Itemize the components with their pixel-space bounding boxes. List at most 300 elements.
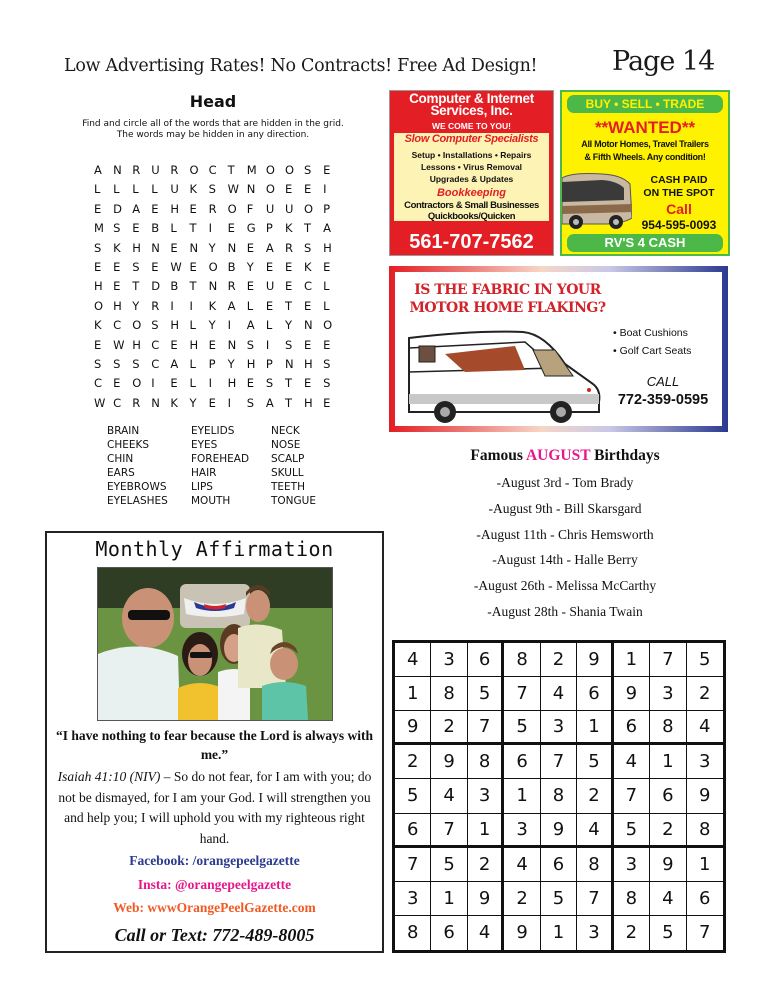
word-search-letter[interactable]: H	[189, 337, 199, 352]
sudoku-cell[interactable]: 7	[395, 848, 431, 882]
word-search-letter[interactable]: S	[208, 182, 216, 197]
sudoku-cell[interactable]: 7	[614, 779, 650, 813]
word-search-letter[interactable]: G	[246, 221, 256, 236]
word-search-letter[interactable]: P	[265, 356, 273, 371]
word-search-letter[interactable]: H	[304, 395, 313, 410]
word-search-letter[interactable]: H	[246, 356, 256, 371]
ad-phone[interactable]: 561-707-7562	[409, 231, 534, 253]
sudoku-cell[interactable]: 2	[614, 916, 650, 950]
software-line: Quickbooks/Quicken	[427, 211, 516, 222]
sudoku-cell[interactable]: 9	[431, 745, 467, 779]
word-search-letter[interactable]: T	[304, 221, 312, 236]
word-search-letter[interactable]: E	[113, 279, 121, 294]
word-search-letter[interactable]: N	[284, 356, 294, 371]
word-search-letter[interactable]: W	[94, 395, 106, 410]
word-search-letter[interactable]: E	[94, 259, 102, 274]
word-search-letter[interactable]: H	[113, 298, 122, 313]
sudoku-cell[interactable]: 4	[577, 814, 613, 848]
word-search-letter[interactable]: N	[208, 279, 218, 294]
ad-company-name	[390, 93, 553, 117]
word-search-letter[interactable]: E	[323, 395, 331, 410]
sudoku-cell[interactable]: 7	[699, 922, 711, 944]
word-search-letter[interactable]: T	[132, 279, 140, 294]
word-search-letter[interactable]: A	[132, 201, 141, 216]
word-search-letter[interactable]: C	[113, 318, 122, 333]
word-search-letter[interactable]: N	[189, 240, 199, 255]
word-search-letter[interactable]: I	[151, 376, 155, 391]
sudoku-cell[interactable]: 4	[395, 643, 431, 677]
word-search-letter[interactable]: E	[284, 279, 293, 294]
word-search-letter[interactable]: O	[265, 182, 275, 197]
cash-line: CASH PAID	[650, 174, 708, 186]
word-search-letter[interactable]: E	[208, 395, 216, 410]
sudoku-cell[interactable]: 6	[577, 677, 613, 711]
word-search-letter[interactable]: C	[113, 395, 122, 410]
birthday-item: -August 9th - Bill Skarsgard	[488, 500, 642, 516]
word-search-letter[interactable]: L	[189, 376, 196, 391]
word-search-letter[interactable]: U	[265, 201, 275, 216]
sudoku-cell[interactable]: 3	[431, 643, 467, 677]
sudoku-cell[interactable]: 6	[504, 745, 540, 779]
word-search-letter[interactable]: E	[170, 337, 178, 352]
sudoku-cell[interactable]: 9	[687, 779, 723, 813]
word-search-letter[interactable]: O	[227, 201, 237, 216]
word-search-letter[interactable]: E	[208, 337, 216, 352]
rvs-4-cash-banner: RV'S 4 CASH	[567, 234, 723, 252]
word-search-letter[interactable]: E	[265, 298, 274, 313]
sudoku-cell[interactable]: 7	[431, 814, 467, 848]
call-or-text-phone[interactable]: Call or Text: 772-489-8005	[114, 925, 315, 945]
word-search-letter[interactable]: Y	[227, 356, 235, 371]
word-search-letter[interactable]: P	[265, 221, 273, 236]
word-search-letter[interactable]: E	[265, 259, 274, 274]
ad-rv-wanted[interactable]	[560, 90, 730, 256]
word-search-letter[interactable]: H	[304, 356, 313, 371]
motorhome-bus-icon	[562, 170, 632, 230]
sudoku-cell[interactable]: 9	[395, 711, 431, 745]
word-search-letter[interactable]: S	[284, 337, 293, 352]
sudoku-cell[interactable]: 3	[395, 882, 431, 916]
sudoku-grid	[392, 640, 726, 953]
wanted-description	[562, 138, 728, 164]
cash-paid-text	[630, 174, 728, 200]
sudoku-cell[interactable]: 8	[687, 814, 723, 848]
word-search-letter[interactable]: U	[151, 163, 160, 177]
word-search-letter[interactable]: I	[189, 298, 193, 313]
word-search-letter[interactable]: E	[170, 376, 178, 391]
sudoku-cell[interactable]: 2	[541, 643, 577, 677]
word-list-item: SCALP	[271, 453, 305, 465]
word-search-letter[interactable]: A	[94, 163, 102, 177]
word-search-letter[interactable]: E	[151, 201, 159, 216]
word-search-letter[interactable]: S	[246, 395, 255, 410]
word-search-letter[interactable]: S	[304, 163, 312, 177]
word-search-letter[interactable]: H	[170, 201, 180, 216]
word-search-letter[interactable]: T	[189, 279, 197, 294]
word-search-letter[interactable]: L	[323, 279, 330, 294]
word-search-letter[interactable]: E	[323, 163, 331, 177]
birthday-item: -August 14th - Halle Berry	[492, 552, 638, 568]
sudoku-cell[interactable]: 2	[650, 814, 686, 848]
sudoku-cell[interactable]: 3	[614, 848, 650, 882]
word-search-letter[interactable]: Y	[208, 318, 216, 333]
word-search-letter[interactable]: A	[265, 395, 274, 410]
word-search-letter[interactable]: Y	[208, 240, 216, 255]
sudoku-cell[interactable]: 4	[431, 779, 467, 813]
word-search-letter[interactable]: R	[151, 298, 160, 313]
word-search-letter[interactable]: D	[113, 201, 122, 216]
word-search-letter[interactable]: B	[151, 221, 160, 236]
ad-tagline: WE COME TO YOU!	[431, 121, 512, 131]
sudoku-cell[interactable]: 2	[504, 882, 540, 916]
word-search-letter[interactable]: O	[132, 376, 142, 391]
sudoku-cell[interactable]: 1	[395, 677, 431, 711]
word-search-letter[interactable]: S	[323, 376, 331, 391]
word-search-letter[interactable]: A	[323, 221, 331, 236]
word-search-letter[interactable]: E	[151, 259, 159, 274]
sudoku-cell[interactable]: 8	[431, 677, 467, 711]
word-search-letter[interactable]: E	[304, 182, 312, 197]
birthdays-list	[420, 473, 710, 628]
word-search-letter[interactable]: A	[265, 240, 274, 255]
word-search-letter[interactable]: C	[94, 376, 103, 391]
word-search-title: Head	[189, 92, 237, 111]
word-list-item: EARS	[107, 467, 135, 479]
word-search-letter[interactable]: E	[323, 337, 331, 352]
word-search-letter[interactable]: O	[265, 163, 275, 177]
word-search-letter[interactable]: E	[189, 201, 197, 216]
word-search-letter[interactable]: A	[246, 318, 255, 333]
word-search-letter[interactable]: R	[132, 395, 141, 410]
sudoku-cell[interactable]: 9	[577, 643, 613, 677]
word-list-item: CHEEKS	[107, 439, 150, 451]
birthday-item: -August 28th - Shania Twain	[487, 603, 643, 619]
word-search-letter[interactable]: L	[132, 182, 139, 197]
word-search-letter[interactable]: D	[151, 279, 161, 294]
word-search-letter[interactable]: E	[246, 279, 255, 294]
word-search-letter[interactable]: S	[304, 240, 312, 255]
sudoku-cell[interactable]: 6	[541, 848, 577, 882]
sudoku-cell[interactable]: 6	[650, 779, 686, 813]
word-search-letter[interactable]: A	[227, 298, 236, 313]
word-search-letter[interactable]: Y	[284, 318, 292, 333]
sudoku-cell[interactable]: 6	[395, 814, 431, 848]
word-search-letter[interactable]: M	[94, 221, 104, 236]
ad-computer-services[interactable]	[389, 90, 554, 256]
word-search-letter[interactable]: N	[304, 318, 313, 333]
sudoku-cell[interactable]: 7	[541, 745, 577, 779]
sudoku-cell[interactable]: 5	[504, 711, 540, 745]
word-search-letter[interactable]: H	[227, 376, 237, 391]
word-search-letter[interactable]: Y	[189, 395, 197, 410]
sudoku-cell[interactable]: 7	[577, 882, 613, 916]
sudoku-cell[interactable]: 7	[650, 643, 686, 677]
word-search-letter[interactable]: O	[208, 259, 218, 274]
word-search-letter[interactable]: W	[170, 259, 182, 274]
word-search-letter[interactable]: S	[113, 221, 121, 236]
word-search-letter[interactable]: R	[227, 279, 236, 294]
word-search-letter[interactable]: E	[246, 376, 255, 391]
word-search-letter[interactable]: I	[170, 298, 174, 313]
affirmation-quote: “I have nothing to fear because the Lord is always with me.”	[55, 728, 373, 762]
word-search-letter[interactable]: L	[170, 221, 177, 236]
word-list-item: SKULL	[271, 467, 304, 479]
word-search-letter[interactable]: U	[170, 182, 179, 197]
word-search-letter[interactable]: O	[94, 298, 104, 313]
word-search-letter[interactable]: L	[94, 182, 101, 197]
sudoku-cell[interactable]: 8	[577, 848, 613, 882]
word-search-letter[interactable]: S	[94, 240, 102, 255]
sudoku-cell[interactable]: 9	[614, 677, 650, 711]
word-search-letter[interactable]: L	[246, 298, 254, 313]
word-search-letter[interactable]: I	[208, 376, 212, 391]
word-search-letter[interactable]: E	[170, 240, 178, 255]
word-search-letter[interactable]: O	[284, 163, 294, 177]
sudoku-cell[interactable]: 7	[504, 677, 540, 711]
word-search-letter[interactable]: K	[189, 182, 198, 197]
sudoku-cell[interactable]: 6	[468, 643, 504, 677]
word-search-letter[interactable]: K	[208, 298, 217, 313]
word-search-letter[interactable]: I	[323, 182, 327, 197]
sudoku-cell[interactable]: 3	[577, 916, 613, 950]
birthdays-title	[420, 447, 710, 465]
word-search-letter[interactable]: L	[189, 356, 196, 371]
word-search-letter[interactable]: N	[227, 240, 237, 255]
word-search-letter[interactable]: E	[94, 337, 102, 352]
sudoku-cell[interactable]: 5	[541, 882, 577, 916]
word-list-item: NOSE	[271, 439, 301, 451]
headline-line: IS THE FABRIC IN YOUR	[414, 282, 601, 298]
sudoku-cell[interactable]: 4	[504, 848, 540, 882]
affirmation-verse	[51, 767, 378, 849]
facebook-link[interactable]: Facebook: /orangepeelgazette	[129, 853, 300, 868]
word-search-letter[interactable]: S	[94, 356, 102, 371]
sudoku-cell[interactable]: 3	[650, 677, 686, 711]
word-search-letter[interactable]: S	[246, 337, 255, 352]
word-search-letter[interactable]: U	[284, 201, 294, 216]
word-list-item: EYELASHES	[107, 495, 168, 507]
sudoku-cell[interactable]: 2	[395, 745, 431, 779]
word-search-letter[interactable]: I	[227, 395, 232, 410]
sudoku-cell[interactable]: 3	[468, 779, 504, 813]
photo-illustration	[98, 568, 332, 720]
word-search-letter[interactable]: Y	[132, 298, 140, 313]
sudoku-cell[interactable]: 2	[431, 711, 467, 745]
word-search-letter[interactable]: P	[323, 201, 331, 216]
word-search-letter[interactable]: N	[227, 337, 237, 352]
sudoku-cell[interactable]: 6	[431, 916, 467, 950]
word-search-letter[interactable]: R	[284, 240, 293, 255]
word-search-letter[interactable]: L	[265, 318, 273, 333]
word-search-letter[interactable]: I	[227, 318, 232, 333]
sudoku-cell[interactable]: 5	[468, 677, 504, 711]
word-search-letter[interactable]: T	[189, 221, 197, 236]
instagram-link[interactable]: Insta: @orangepeelgazette	[137, 877, 292, 892]
word-search-letter[interactable]: K	[170, 395, 178, 410]
word-search-letter[interactable]: E	[113, 376, 121, 391]
ad-services-list	[394, 149, 549, 185]
sudoku-cell[interactable]: 5	[431, 848, 467, 882]
company-name-line: Computer & Internet	[409, 91, 534, 106]
word-search-letter[interactable]: R	[170, 163, 179, 177]
ad-clients	[394, 200, 549, 222]
sudoku-cell[interactable]: 1	[468, 814, 504, 848]
sudoku-cell[interactable]: 1	[614, 643, 650, 677]
birthday-item: -August 3rd - Tom Brady	[496, 475, 634, 490]
sudoku-cell[interactable]: 3	[687, 745, 723, 779]
word-search-letter[interactable]: C	[151, 356, 160, 371]
word-search-letter[interactable]: E	[246, 240, 255, 255]
headline-line: MOTOR HOME FLAKING?	[409, 300, 606, 316]
sudoku-cell[interactable]: 2	[468, 848, 504, 882]
word-search-letter[interactable]: H	[132, 240, 141, 255]
word-search-letter[interactable]: B	[227, 259, 236, 274]
title-accent: AUGUST	[525, 447, 591, 464]
sudoku-cell[interactable]: 5	[650, 916, 686, 950]
word-search-letter[interactable]: E	[94, 201, 102, 216]
sudoku-cell[interactable]: 4	[541, 677, 577, 711]
word-search-letter[interactable]: K	[284, 221, 293, 236]
word-list-item: EYELIDS	[191, 425, 235, 437]
word-search-letter[interactable]: O	[189, 163, 199, 177]
word-search-letter[interactable]: A	[170, 356, 179, 371]
description-line: & Fifth Wheels. Any condition!	[584, 152, 706, 162]
word-search-letter[interactable]: R	[208, 201, 217, 216]
ad-phone[interactable]: 772-359-0595	[617, 392, 709, 408]
word-search-letter[interactable]: T	[284, 298, 292, 313]
word-search-letter[interactable]: E	[304, 376, 312, 391]
sudoku-cell[interactable]: 1	[541, 916, 577, 950]
word-search-letter[interactable]: M	[246, 163, 257, 177]
word-search-letter[interactable]: K	[94, 318, 102, 333]
sudoku-cell[interactable]: 4	[468, 916, 504, 950]
sudoku-cell[interactable]: 8	[395, 916, 431, 950]
word-search-letter[interactable]: S	[265, 376, 274, 391]
word-search-letter[interactable]: S	[132, 356, 140, 371]
sudoku-cell[interactable]: 5	[687, 643, 723, 677]
word-search-letter[interactable]: S	[323, 356, 331, 371]
word-search-letter[interactable]: R	[132, 163, 141, 177]
sudoku-cell[interactable]: 1	[650, 745, 686, 779]
word-search-letter[interactable]: L	[323, 298, 330, 313]
word-search-letter[interactable]: S	[113, 356, 121, 371]
sudoku-cell[interactable]: 4	[687, 711, 723, 745]
word-search-letter[interactable]: E	[189, 259, 197, 274]
word-search-letter[interactable]: E	[227, 221, 235, 236]
word-search-letter[interactable]: C	[304, 279, 313, 294]
word-search-letter[interactable]: C	[208, 163, 217, 177]
word-search-letter[interactable]: E	[304, 298, 312, 313]
word-search-letter[interactable]: H	[323, 240, 332, 255]
sudoku-cell[interactable]: 4	[614, 745, 650, 779]
word-search-letter[interactable]: H	[170, 318, 180, 333]
word-search-letter[interactable]: F	[246, 201, 254, 216]
word-search-letter[interactable]: L	[113, 182, 120, 197]
word-list-item: FOREHEAD	[191, 453, 250, 465]
word-search-letter[interactable]: S	[151, 318, 159, 333]
sudoku-cell[interactable]: 5	[614, 814, 650, 848]
motorhome-illustration-icon	[405, 324, 605, 424]
sudoku-cell[interactable]: 2	[577, 779, 613, 813]
word-search-letter[interactable]: T	[284, 395, 292, 410]
sudoku-cell[interactable]: 5	[577, 745, 613, 779]
sudoku-cell[interactable]: 9	[504, 916, 540, 950]
sudoku-cell[interactable]: 6	[687, 882, 723, 916]
word-search-letter[interactable]: H	[132, 337, 141, 352]
word-search-letter[interactable]: C	[151, 337, 160, 352]
word-search-letter[interactable]: E	[284, 182, 293, 197]
title-suffix: Birthdays	[590, 447, 660, 464]
word-search-letter[interactable]: O	[304, 201, 314, 216]
word-search-letter[interactable]: I	[208, 221, 212, 236]
word-search-letter[interactable]: O	[323, 318, 333, 333]
sudoku-cell[interactable]: 1	[577, 711, 613, 745]
word-search-letter[interactable]: N	[151, 240, 160, 255]
sudoku-cell[interactable]: 1	[504, 779, 540, 813]
ad-phone[interactable]: 954-595-0093	[641, 218, 717, 232]
word-search-letter[interactable]: E	[113, 259, 121, 274]
sudoku-cell[interactable]: 3	[541, 711, 577, 745]
word-search-letter[interactable]: L	[189, 318, 196, 333]
word-search-letter[interactable]: L	[151, 182, 158, 197]
word-search-letter[interactable]: S	[132, 259, 140, 274]
sudoku-cell[interactable]: 1	[687, 848, 723, 882]
sudoku-cell[interactable]: 8	[468, 745, 504, 779]
word-search-letter[interactable]: U	[265, 279, 275, 294]
word-list-item: NECK	[271, 425, 300, 437]
sudoku-cell[interactable]: 2	[687, 677, 723, 711]
word-search-letter[interactable]: E	[132, 221, 140, 236]
word-search-letter[interactable]: B	[170, 279, 179, 294]
word-search-letter[interactable]: W	[227, 182, 240, 197]
word-search-letter[interactable]: K	[304, 259, 312, 274]
word-search-letter[interactable]: N	[113, 163, 122, 177]
sudoku-cell[interactable]: 4	[650, 882, 686, 916]
word-search-letter[interactable]: T	[284, 376, 292, 391]
word-search-letter[interactable]: O	[132, 318, 142, 333]
ad-bookkeeping: Bookkeeping	[436, 187, 507, 199]
sudoku-cell[interactable]: 5	[395, 779, 431, 813]
website-link[interactable]: Web: wwwOrangePeelGazette.com	[113, 900, 316, 915]
word-search-letter[interactable]: Y	[246, 259, 254, 274]
sudoku-cell[interactable]: 9	[468, 882, 504, 916]
word-search-letter[interactable]: H	[94, 279, 103, 294]
word-search-letter[interactable]: N	[246, 182, 256, 197]
word-search-letter[interactable]: W	[113, 337, 125, 352]
word-search-letter[interactable]: E	[284, 259, 293, 274]
word-search-letter[interactable]: T	[227, 163, 235, 177]
sudoku-cell[interactable]: 9	[650, 848, 686, 882]
sudoku-cell[interactable]: 9	[541, 814, 577, 848]
word-search-letter[interactable]: N	[151, 395, 160, 410]
sudoku-cell[interactable]: 8	[614, 882, 650, 916]
word-search-letter[interactable]: E	[323, 259, 331, 274]
word-search-grid	[94, 161, 342, 413]
word-search-letter[interactable]: I	[265, 337, 270, 352]
buy-sell-trade-banner: BUY • SELL • TRADE	[567, 95, 723, 113]
ad-fabric-repair[interactable]	[389, 266, 728, 432]
sudoku-cell[interactable]: 7	[468, 711, 504, 745]
sudoku-cell[interactable]: 3	[504, 814, 540, 848]
sudoku-cell[interactable]: 6	[614, 711, 650, 745]
sudoku-cell[interactable]: 8	[541, 779, 577, 813]
word-search-letter[interactable]: E	[304, 337, 312, 352]
word-search-letter[interactable]: P	[208, 356, 216, 371]
sudoku-cell[interactable]: 8	[650, 711, 686, 745]
sudoku-cell[interactable]: 1	[431, 882, 467, 916]
word-search-letter[interactable]: K	[113, 240, 121, 255]
sudoku-cell[interactable]: 8	[504, 643, 540, 677]
